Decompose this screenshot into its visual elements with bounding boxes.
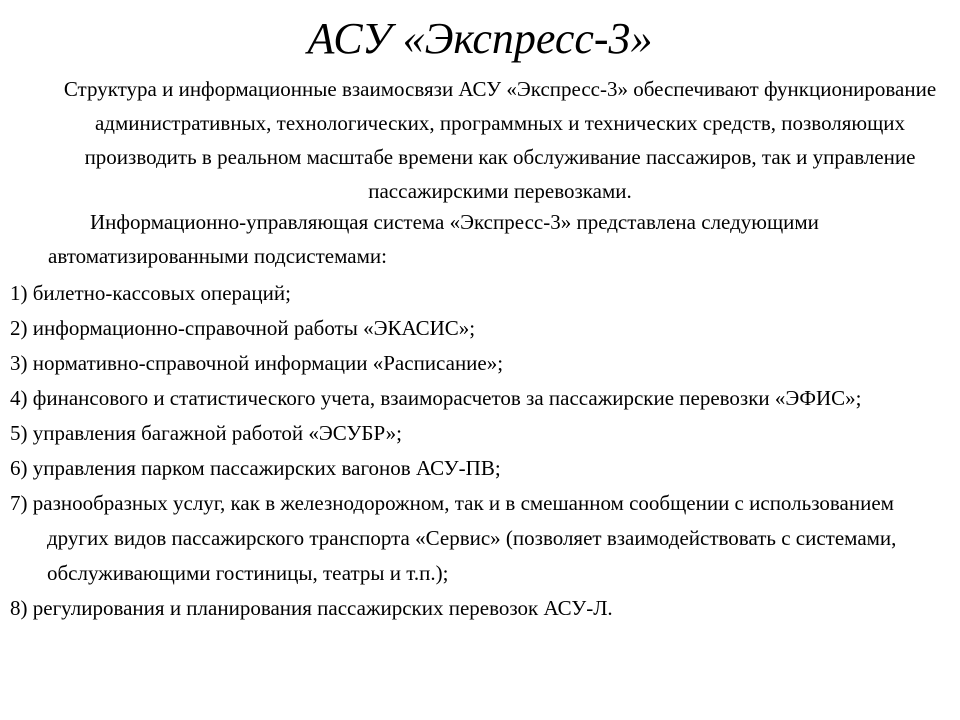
subsystems-intro-line-1: Информационно-управляющая система «Экспресс-3» представлена следующими — [90, 210, 819, 234]
slide-title: АСУ «Экспресс-3» — [307, 14, 653, 63]
intro-paragraph: Структура и информационные взаимосвязи АСУ «Экспресс-3» обеспечивают функционирование административных, технологических, программных и технических средств, позволяющих производить в реальном масштабе времени как обслуживание пассажиров, так и управление пассажирскими перевозками. — [63, 77, 937, 203]
list-item: 8) регулирования и планирования пассажирских перевозок АСУ-Л. — [10, 596, 613, 620]
list-item: 3) нормативно-справочной информации «Расписание»; — [10, 351, 504, 375]
list-item: 2) информационно-справочной работы «ЭКАСИС»; — [10, 316, 476, 340]
list-item: 1) билетно-кассовых операций; — [10, 281, 291, 305]
list-item: 4) финансового и статистического учета, взаиморасчетов за пассажирские перевозки «ЭФИС»; — [10, 386, 862, 410]
list-item: 5) управления багажной работой «ЭСУБР»; — [10, 421, 402, 445]
subsystems-intro-paragraph — [48, 205, 948, 273]
subsystems-intro-line-2: автоматизированными подсистемами: — [48, 244, 387, 268]
list-item: 6) управления парком пассажирских вагонов АСУ-ПВ; — [10, 456, 501, 480]
list-item: 7) разнообразных услуг, как в железнодорожном, так и в смешанном сообщении с использованием других видов пассажирского транспорта «Сервис» (позволяет взаимодействовать с системами, обслуживающими гостиницы, театры и т.п.); — [10, 491, 897, 585]
subsystems-list — [10, 276, 930, 626]
